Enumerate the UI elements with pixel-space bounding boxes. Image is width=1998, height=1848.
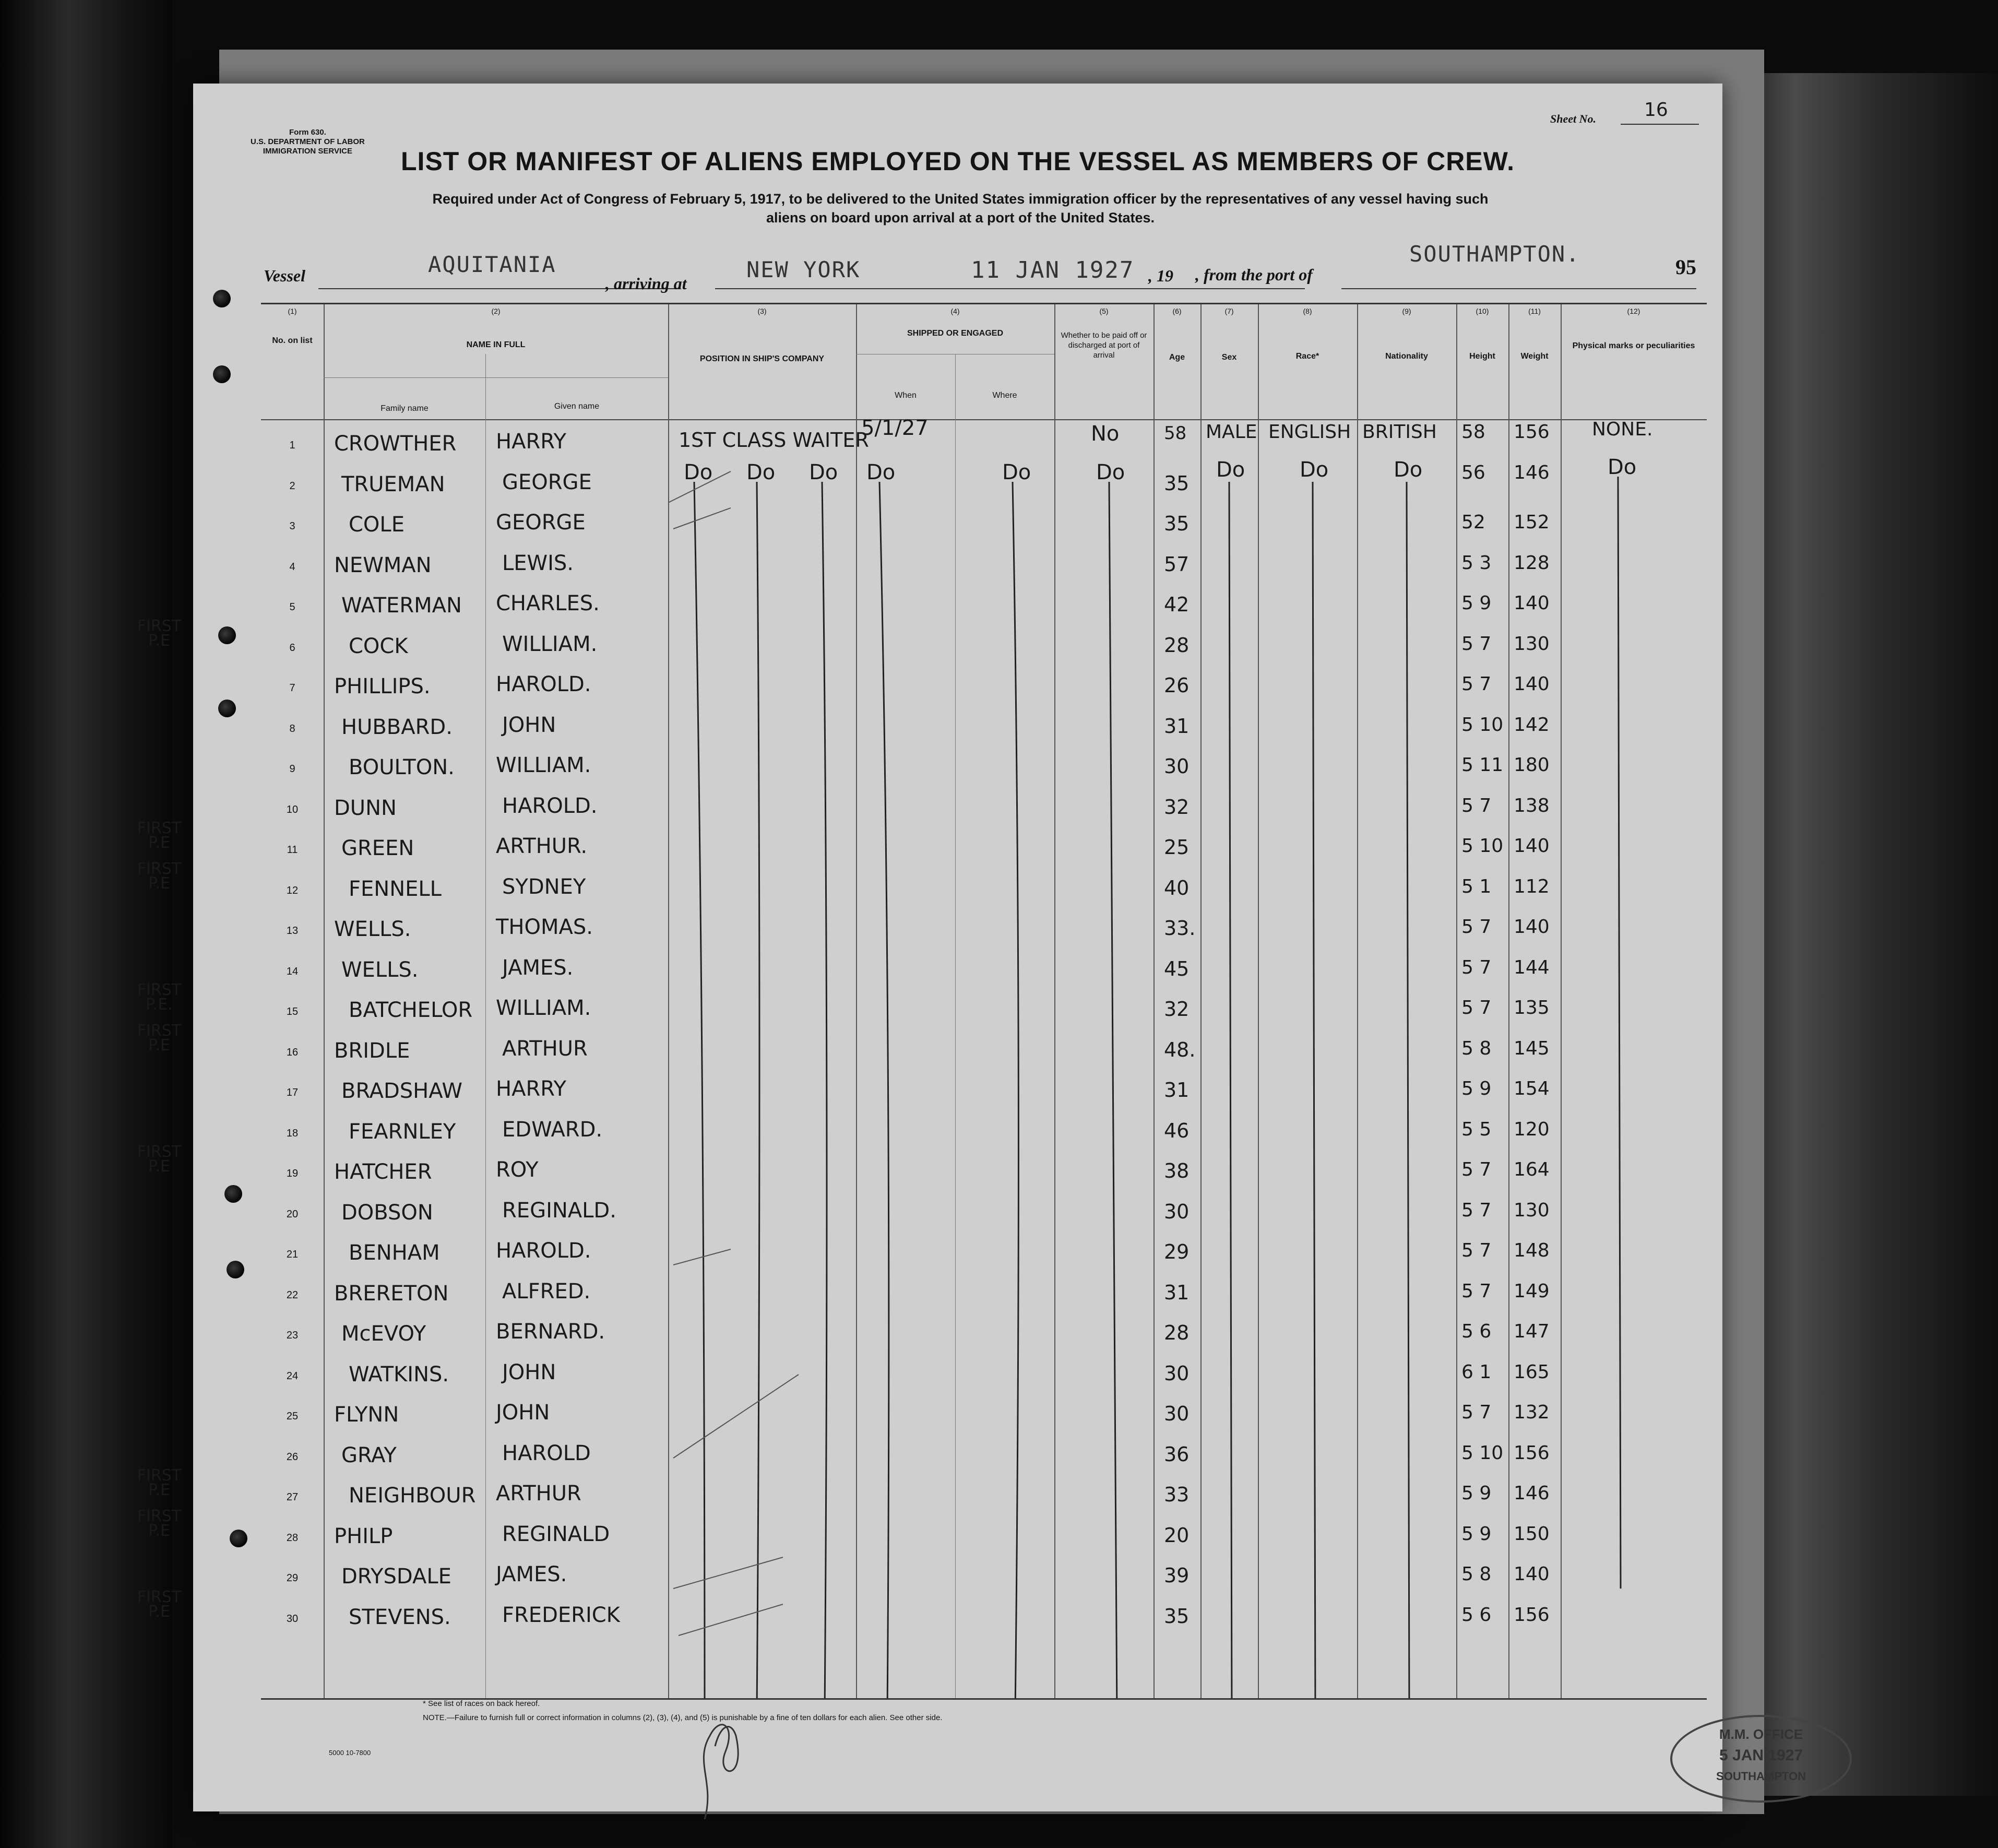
ditto-mark: Do bbox=[1300, 458, 1329, 482]
given-name: FREDERICK bbox=[502, 1603, 620, 1627]
weight: 156 bbox=[1514, 1442, 1550, 1464]
age: 35 bbox=[1164, 471, 1190, 495]
weight: 142 bbox=[1514, 714, 1550, 736]
age: 39 bbox=[1164, 1564, 1190, 1587]
punch-hole bbox=[218, 700, 236, 717]
vessel-name: AQUITANIA bbox=[428, 252, 556, 277]
row-number: 30 bbox=[286, 1613, 299, 1625]
weight: 140 bbox=[1514, 916, 1550, 938]
ditto-mark: Do bbox=[1394, 458, 1423, 482]
given-name: REGINALD bbox=[502, 1522, 610, 1546]
age: 32 bbox=[1164, 795, 1190, 819]
margin-note-first-pe: FIRST P.E bbox=[137, 1588, 182, 1621]
height: 5 8 bbox=[1461, 1563, 1492, 1585]
row-number: 4 bbox=[289, 561, 295, 573]
col-num-3: (3) bbox=[757, 307, 767, 315]
ditto-mark: Do bbox=[866, 460, 896, 484]
weight: 149 bbox=[1514, 1280, 1550, 1302]
height: 5 5 bbox=[1461, 1118, 1492, 1140]
family-name: NEWMAN bbox=[334, 553, 432, 577]
row-number: 2 bbox=[289, 480, 295, 492]
height: 5 7 bbox=[1461, 1402, 1492, 1423]
margin-note-first-pe: FIRST P.E bbox=[137, 1466, 182, 1499]
height: 5 9 bbox=[1461, 1078, 1492, 1099]
height: 5 9 bbox=[1461, 593, 1492, 614]
given-name: GEORGE bbox=[502, 470, 592, 494]
family-name: DRYSDALE bbox=[341, 1565, 451, 1589]
given-name: GEORGE bbox=[496, 511, 586, 535]
margin-note-first-pe: FIRST P.E bbox=[137, 617, 182, 650]
sheet-underline bbox=[1621, 124, 1699, 125]
age: 33. bbox=[1164, 917, 1196, 940]
row-number: 16 bbox=[286, 1046, 299, 1058]
signature-scribble bbox=[684, 1704, 767, 1825]
height: 5 6 bbox=[1461, 1604, 1492, 1626]
given-name: HARRY bbox=[496, 430, 566, 454]
family-name: DUNN bbox=[334, 796, 397, 820]
family-name: BRERETON bbox=[334, 1281, 449, 1306]
row1-physical-marks: NONE. bbox=[1592, 419, 1653, 440]
header-name-in-full: NAME IN FULL bbox=[466, 340, 526, 349]
ditto-mark: Do bbox=[1216, 458, 1245, 482]
pencil-stroke bbox=[673, 1557, 783, 1589]
manifest-page bbox=[137, 84, 1806, 1811]
mm-office-stamp bbox=[1670, 1715, 1852, 1803]
row-number: 13 bbox=[286, 925, 299, 937]
height: 5 8 bbox=[1461, 1037, 1492, 1059]
weight: 146 bbox=[1514, 461, 1550, 483]
row-number: 17 bbox=[286, 1087, 299, 1098]
weight: 140 bbox=[1514, 835, 1550, 857]
row-number: 7 bbox=[289, 682, 295, 694]
col-num-4: (4) bbox=[950, 307, 960, 315]
age: 31 bbox=[1164, 1281, 1190, 1304]
age: 30 bbox=[1164, 755, 1190, 778]
row-number: 19 bbox=[286, 1168, 299, 1179]
row-number: 24 bbox=[286, 1370, 299, 1382]
age: 25 bbox=[1164, 836, 1190, 859]
family-name: COLE bbox=[349, 513, 405, 537]
punch-hole bbox=[218, 626, 236, 644]
age: 20 bbox=[1164, 1523, 1190, 1547]
manifest-number: 95 bbox=[1675, 255, 1696, 279]
print-code: 5000 10-7800 bbox=[329, 1749, 371, 1757]
arriving-underline bbox=[715, 288, 1305, 289]
ditto-mark: Do bbox=[1096, 460, 1125, 484]
height: 5 7 bbox=[1461, 1280, 1492, 1302]
height: 5 10 bbox=[1461, 835, 1504, 857]
family-name: WATKINS. bbox=[349, 1362, 449, 1387]
age: 58 bbox=[1164, 423, 1187, 444]
row1-sex: MALE bbox=[1206, 421, 1257, 443]
weight: 164 bbox=[1514, 1159, 1550, 1180]
family-name: WELLS. bbox=[334, 917, 411, 941]
height: 5 7 bbox=[1461, 795, 1492, 816]
row-number: 23 bbox=[286, 1330, 299, 1341]
arrival-date: 11 JAN 1927 bbox=[971, 257, 1135, 283]
row1-paid-off: No bbox=[1091, 422, 1120, 446]
margin-note-first-pe: FIRST P.E bbox=[137, 1143, 182, 1176]
col-num-2: (2) bbox=[491, 307, 501, 315]
given-name: ARTHUR. bbox=[496, 834, 588, 858]
col-num-7: (7) bbox=[1224, 307, 1234, 315]
row-number: 21 bbox=[286, 1249, 299, 1260]
family-name: STEVENS. bbox=[349, 1605, 451, 1629]
family-name: BENHAM bbox=[349, 1241, 440, 1265]
given-name: ROY bbox=[496, 1158, 539, 1182]
row-number: 26 bbox=[286, 1451, 299, 1463]
height: 5 6 bbox=[1461, 1321, 1492, 1342]
weight: 132 bbox=[1514, 1402, 1550, 1423]
header-where: Where bbox=[992, 391, 1017, 400]
weight: 140 bbox=[1514, 673, 1550, 695]
row-number: 29 bbox=[286, 1572, 299, 1584]
row-number: 1 bbox=[289, 440, 295, 451]
height: 5 9 bbox=[1461, 1523, 1492, 1545]
departure-port: SOUTHAMPTON. bbox=[1409, 241, 1580, 267]
height: 6 1 bbox=[1461, 1361, 1492, 1383]
footnote-races: * See list of races on back hereof. bbox=[423, 1699, 540, 1708]
weight: 165 bbox=[1514, 1361, 1550, 1383]
row-number: 28 bbox=[286, 1532, 299, 1544]
row-number: 27 bbox=[286, 1491, 299, 1503]
family-name: WELLS. bbox=[341, 957, 419, 982]
ditto-mark: Do bbox=[809, 460, 838, 484]
ditto-line bbox=[694, 482, 705, 1698]
row-number: 20 bbox=[286, 1208, 299, 1220]
ditto-line bbox=[1313, 482, 1315, 1698]
age: 30 bbox=[1164, 1361, 1190, 1385]
row-number: 22 bbox=[286, 1289, 299, 1301]
col-num-9: (9) bbox=[1402, 307, 1411, 315]
row-number: 9 bbox=[289, 763, 295, 775]
ditto-line bbox=[1229, 482, 1232, 1698]
age: 28 bbox=[1164, 633, 1190, 657]
age: 32 bbox=[1164, 998, 1190, 1021]
weight: 146 bbox=[1514, 1483, 1550, 1504]
given-name: EDWARD. bbox=[502, 1117, 603, 1142]
height: 52 bbox=[1461, 512, 1485, 533]
row-number: 10 bbox=[286, 803, 299, 815]
age: 36 bbox=[1164, 1442, 1190, 1466]
given-name: ARTHUR bbox=[502, 1036, 588, 1061]
weight: 112 bbox=[1514, 875, 1550, 897]
weight: 156 bbox=[1514, 1604, 1550, 1626]
family-name: HUBBARD. bbox=[341, 715, 453, 739]
age: 42 bbox=[1164, 593, 1190, 616]
ditto-line bbox=[1109, 482, 1117, 1698]
ditto-mark: Do bbox=[746, 460, 776, 484]
manifest-title: LIST OR MANIFEST OF ALIENS EMPLOYED ON THE VESSEL AS MEMBERS OF CREW. bbox=[401, 147, 1515, 176]
height: 5 7 bbox=[1461, 997, 1492, 1018]
weight: 150 bbox=[1514, 1523, 1550, 1545]
height: 56 bbox=[1461, 461, 1485, 483]
given-name: HAROLD bbox=[502, 1441, 591, 1465]
age: 30 bbox=[1164, 1402, 1190, 1425]
pencil-stroke bbox=[673, 1249, 731, 1265]
family-name: COCK bbox=[349, 634, 408, 658]
age: 48. bbox=[1164, 1038, 1196, 1061]
row-number: 14 bbox=[286, 965, 299, 977]
weight: 180 bbox=[1514, 754, 1550, 776]
given-name: THOMAS. bbox=[496, 915, 593, 939]
family-name: BRIDLE bbox=[334, 1038, 410, 1063]
ditto-mark: Do bbox=[1002, 460, 1031, 484]
header-weight: Weight bbox=[1520, 352, 1549, 361]
given-name: ARTHUR bbox=[496, 1482, 581, 1506]
row-number: 3 bbox=[289, 520, 295, 532]
ditto-line bbox=[757, 482, 759, 1698]
arrival-port: NEW YORK bbox=[746, 257, 861, 282]
punch-hole bbox=[213, 365, 231, 383]
form-department: U.S. DEPARTMENT OF LABOR bbox=[251, 137, 365, 146]
header-shipped-engaged: SHIPPED OR ENGAGED bbox=[907, 329, 1004, 338]
height: 5 9 bbox=[1461, 1483, 1492, 1504]
col-num-12: (12) bbox=[1627, 307, 1640, 315]
family-name: FENNELL bbox=[349, 876, 442, 901]
sheet-label: Sheet No. bbox=[1550, 112, 1596, 125]
age: 38 bbox=[1164, 1159, 1190, 1182]
height: 58 bbox=[1461, 421, 1485, 443]
height: 5 7 bbox=[1461, 673, 1492, 695]
weight: 144 bbox=[1514, 956, 1550, 978]
margin-note-first-pe: FIRST P.E bbox=[137, 819, 182, 852]
weight: 148 bbox=[1514, 1240, 1550, 1261]
age: 45 bbox=[1164, 957, 1190, 980]
row-number: 25 bbox=[286, 1411, 299, 1422]
weight: 147 bbox=[1514, 1321, 1550, 1342]
ditto-line bbox=[1013, 482, 1018, 1698]
row-number: 11 bbox=[287, 844, 298, 856]
given-name: BERNARD. bbox=[496, 1320, 605, 1344]
weight: 152 bbox=[1514, 512, 1550, 533]
given-name: LEWIS. bbox=[502, 551, 574, 575]
header-no-on-list: No. on list bbox=[272, 336, 313, 345]
age: 30 bbox=[1164, 1200, 1190, 1223]
header-nationality: Nationality bbox=[1385, 352, 1428, 361]
given-name: WILLIAM. bbox=[496, 753, 591, 777]
header-given-name: Given name bbox=[554, 402, 600, 411]
family-name: FLYNN bbox=[334, 1403, 399, 1427]
given-name: JAMES. bbox=[496, 1562, 567, 1586]
pencil-stroke bbox=[668, 471, 731, 503]
weight: 130 bbox=[1514, 633, 1550, 655]
footnote-penalty: NOTE.—Failure to furnish full or correct information in columns (2), (3), (4), and (5) is punishable by a fine of ten dollars for each alien. See other side. bbox=[423, 1713, 943, 1722]
age: 31 bbox=[1164, 714, 1190, 738]
margin-note-first-pe: FIRST P.E bbox=[137, 859, 182, 893]
height: 5 7 bbox=[1461, 1199, 1492, 1221]
height: 5 7 bbox=[1461, 1240, 1492, 1261]
row-number: 18 bbox=[286, 1127, 299, 1139]
row-number: 6 bbox=[289, 642, 295, 654]
given-name: JAMES. bbox=[502, 955, 574, 980]
given-name: CHARLES. bbox=[496, 591, 600, 615]
family-name: PHILP bbox=[334, 1524, 393, 1548]
height: 5 7 bbox=[1461, 916, 1492, 938]
crew-table bbox=[137, 303, 1707, 1700]
header-age: Age bbox=[1169, 353, 1185, 362]
row-number: 12 bbox=[286, 884, 299, 896]
age: 40 bbox=[1164, 876, 1190, 899]
margin-note-first-pe: FIRST P.E bbox=[137, 1021, 182, 1055]
weight: 135 bbox=[1514, 997, 1550, 1018]
given-name: JOHN bbox=[502, 713, 556, 737]
family-name: BATCHELOR bbox=[349, 998, 473, 1022]
family-name: WATERMAN bbox=[341, 594, 462, 618]
weight: 140 bbox=[1514, 593, 1550, 614]
year-label: , 19 bbox=[1148, 266, 1173, 285]
ditto-mark: Do bbox=[1608, 455, 1637, 479]
height: 5 11 bbox=[1461, 754, 1504, 776]
punch-hole bbox=[230, 1530, 247, 1547]
header-paid-off: Whether to be paid off or discharged at port of arrival bbox=[1061, 331, 1147, 360]
form-number: Form 630. bbox=[289, 128, 326, 137]
age: 35 bbox=[1164, 512, 1190, 535]
scan-border-left bbox=[0, 0, 172, 1848]
pencil-stroke bbox=[673, 508, 731, 529]
height: 5 3 bbox=[1461, 552, 1492, 574]
family-name: HATCHER bbox=[334, 1160, 432, 1184]
subtitle-line-2: aliens on board upon arrival at a port of the United States. bbox=[766, 210, 1155, 226]
height: 5 7 bbox=[1461, 1159, 1492, 1180]
stamp-office: M.M. OFFICE bbox=[1719, 1726, 1803, 1742]
ditto-line bbox=[1618, 477, 1621, 1589]
family-name: NEIGHBOUR bbox=[349, 1484, 476, 1508]
header-when: When bbox=[895, 391, 917, 400]
age: 31 bbox=[1164, 1079, 1190, 1101]
punch-hole bbox=[213, 290, 231, 307]
row-number: 5 bbox=[289, 601, 295, 613]
family-name: GREEN bbox=[341, 836, 414, 860]
ditto-mark: Do bbox=[684, 460, 713, 484]
header-sex: Sex bbox=[1221, 353, 1237, 362]
header-race: Race* bbox=[1295, 352, 1319, 361]
family-name: CROWTHER bbox=[334, 432, 457, 456]
given-name: ALFRED. bbox=[502, 1279, 591, 1304]
given-name: HAROLD. bbox=[496, 1239, 591, 1263]
col-num-6: (6) bbox=[1172, 307, 1182, 315]
form-service: IMMIGRATION SERVICE bbox=[263, 147, 352, 156]
scan-border-right bbox=[1727, 73, 1998, 1796]
ditto-line bbox=[1407, 482, 1409, 1698]
col-num-11: (11) bbox=[1528, 307, 1541, 315]
header-physical-marks: Physical marks or peculiarities bbox=[1572, 341, 1695, 350]
weight: 138 bbox=[1514, 795, 1550, 816]
weight: 145 bbox=[1514, 1037, 1550, 1059]
manifest-subtitle bbox=[245, 189, 1675, 227]
row-number: 15 bbox=[286, 1006, 299, 1017]
given-name: HAROLD. bbox=[502, 793, 598, 818]
weight: 128 bbox=[1514, 552, 1550, 574]
col-num-10: (10) bbox=[1476, 307, 1489, 315]
height: 5 10 bbox=[1461, 1442, 1504, 1464]
age: 57 bbox=[1164, 552, 1190, 576]
weight: 140 bbox=[1514, 1563, 1550, 1585]
age: 28 bbox=[1164, 1321, 1190, 1344]
punch-hole bbox=[227, 1261, 244, 1278]
row-number: 8 bbox=[289, 722, 295, 735]
given-name: REGINALD. bbox=[502, 1198, 616, 1223]
given-name: SYDNEY bbox=[502, 874, 586, 899]
arriving-label: , arriving at bbox=[605, 274, 687, 293]
age: 46 bbox=[1164, 1119, 1190, 1142]
header-family-name: Family name bbox=[380, 404, 429, 413]
family-name: PHILLIPS. bbox=[334, 674, 431, 698]
given-name: WILLIAM. bbox=[496, 996, 591, 1020]
vessel-label: Vessel bbox=[264, 266, 305, 285]
row1-nationality: BRITISH bbox=[1362, 421, 1437, 443]
family-name: McEVOY bbox=[341, 1322, 426, 1346]
given-name: WILLIAM. bbox=[502, 632, 598, 656]
from-port-label: , from the port of bbox=[1195, 265, 1313, 284]
stamp-location: SOUTHAMPTON bbox=[1716, 1770, 1806, 1783]
row1-position: 1ST CLASS WAITER bbox=[679, 429, 869, 452]
age: 29 bbox=[1164, 1240, 1190, 1263]
weight: 120 bbox=[1514, 1118, 1550, 1140]
age: 35 bbox=[1164, 1604, 1190, 1628]
row1-race: ENGLISH bbox=[1268, 421, 1351, 443]
port-underline bbox=[1341, 288, 1696, 289]
given-name: JOHN bbox=[502, 1360, 556, 1384]
family-name: BOULTON. bbox=[349, 755, 455, 779]
pencil-stroke bbox=[673, 1375, 799, 1458]
height: 5 10 bbox=[1461, 714, 1504, 736]
sheet-number: 16 bbox=[1644, 99, 1668, 121]
age: 33 bbox=[1164, 1483, 1190, 1506]
weight: 130 bbox=[1514, 1199, 1550, 1221]
ditto-line bbox=[879, 482, 889, 1698]
row1-shipped-when: 5/1/27 bbox=[861, 416, 929, 440]
col-num-8: (8) bbox=[1303, 307, 1312, 315]
height: 5 1 bbox=[1461, 875, 1492, 897]
margin-note-first-pe: FIRST P.E bbox=[137, 1507, 182, 1540]
col-num-5: (5) bbox=[1099, 307, 1109, 315]
punch-hole bbox=[224, 1185, 242, 1203]
stamp-date: 5 JAN 1927 bbox=[1719, 1747, 1803, 1764]
margin-note-first-pe: FIRST P.E. bbox=[137, 981, 182, 1014]
family-name: BRADSHAW bbox=[341, 1079, 462, 1103]
weight: 154 bbox=[1514, 1078, 1550, 1099]
given-name: JOHN bbox=[496, 1401, 550, 1425]
family-name: FEARNLEY bbox=[349, 1119, 456, 1144]
height: 5 7 bbox=[1461, 956, 1492, 978]
weight: 156 bbox=[1514, 421, 1550, 443]
header-height: Height bbox=[1469, 352, 1495, 361]
age: 26 bbox=[1164, 674, 1190, 697]
given-name: HARRY bbox=[496, 1077, 566, 1101]
family-name: DOBSON bbox=[341, 1200, 433, 1225]
given-name: HAROLD. bbox=[496, 672, 591, 696]
ditto-line bbox=[822, 482, 827, 1698]
family-name: TRUEMAN bbox=[341, 472, 445, 496]
height: 5 7 bbox=[1461, 633, 1492, 655]
pencil-stroke bbox=[679, 1604, 783, 1636]
subtitle-line-1: Required under Act of Congress of February 5, 1917, to be delivered to the United States immigration officer by the representatives of any vessel having such bbox=[432, 191, 1489, 207]
family-name: GRAY bbox=[341, 1443, 397, 1467]
col-num-1: (1) bbox=[288, 307, 297, 315]
header-position: POSITION IN SHIP'S COMPANY bbox=[699, 354, 825, 363]
